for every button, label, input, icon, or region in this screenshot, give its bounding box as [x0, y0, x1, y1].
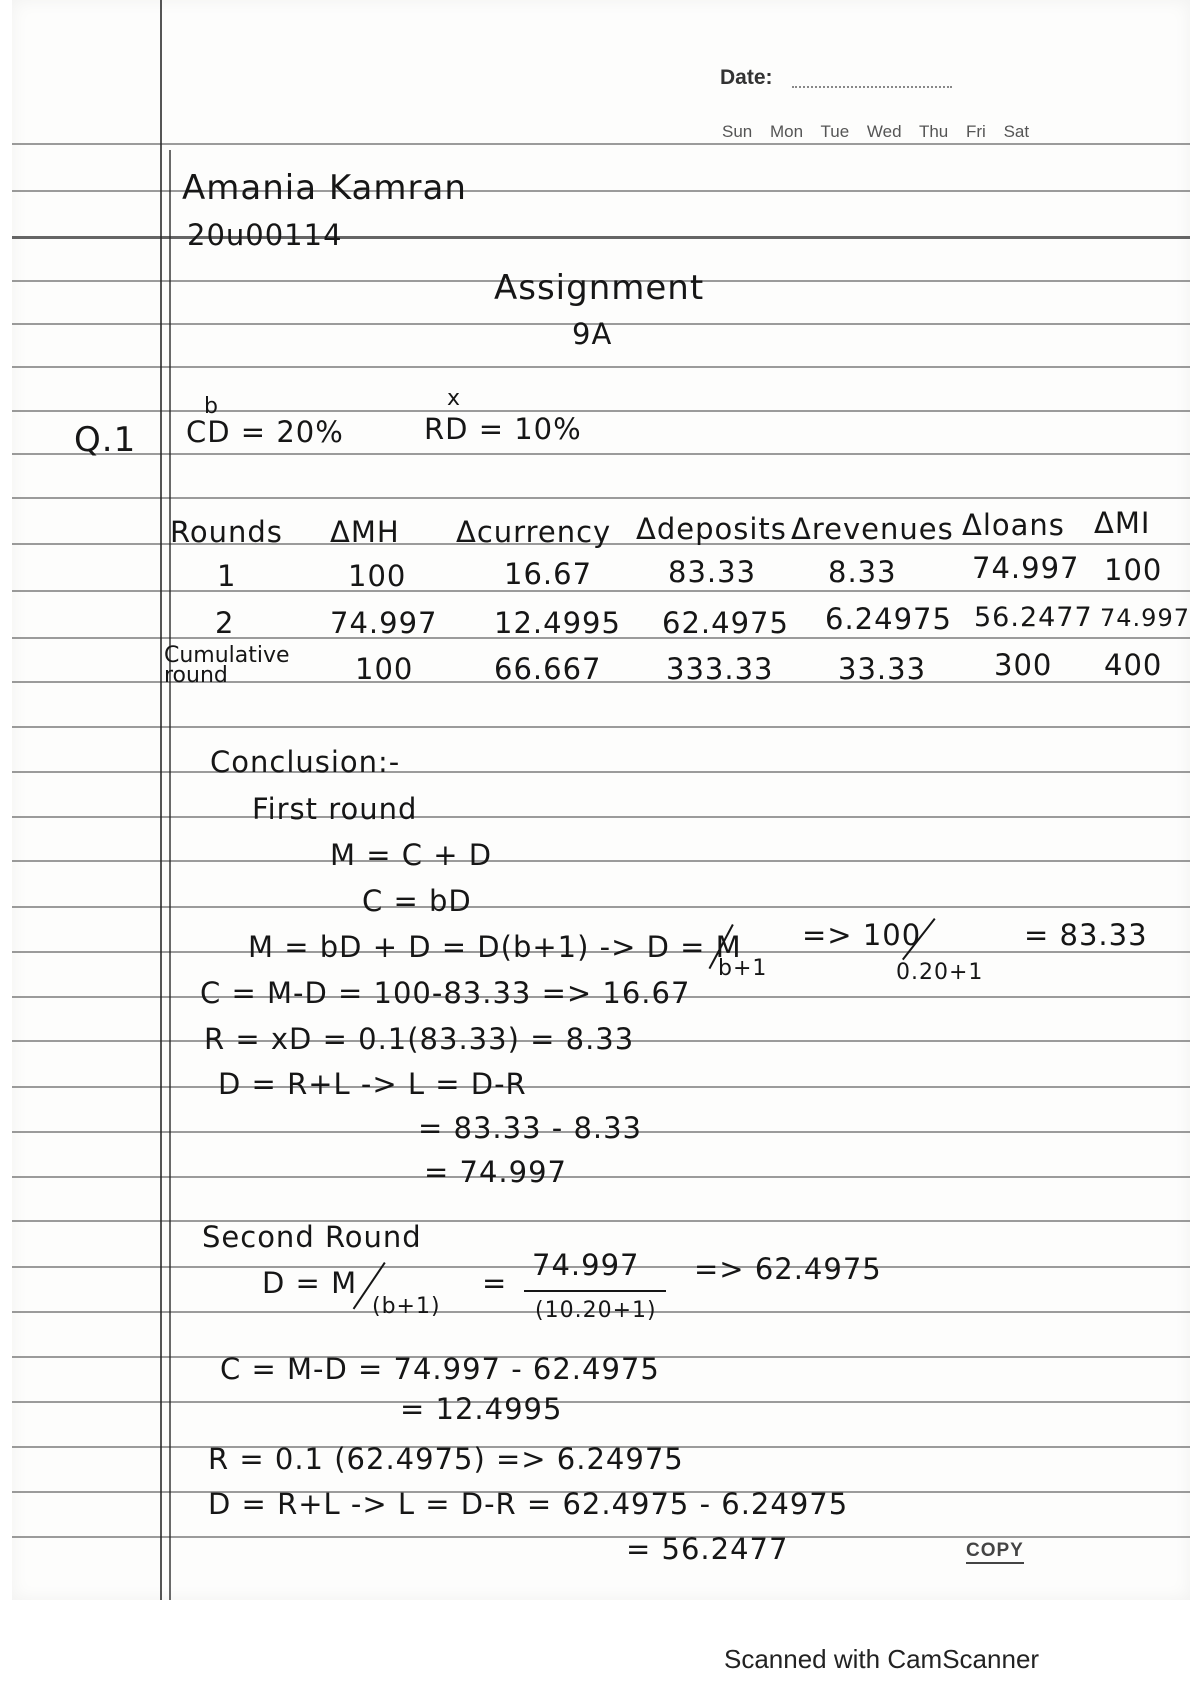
equation: R = 0.1 (62.4975) => 6.24975	[208, 1442, 684, 1476]
weekday: Sat	[1003, 122, 1030, 141]
x-superscript: x	[447, 386, 462, 411]
weekday: Tue	[820, 122, 850, 141]
margin-line	[160, 0, 162, 1600]
equation: D = R+L -> L = D-R	[218, 1067, 527, 1101]
fraction-bar	[524, 1290, 666, 1292]
fraction-numerator: 74.997	[532, 1248, 640, 1282]
weekday-row	[722, 122, 1042, 142]
fraction-denominator: b+1	[718, 956, 768, 981]
rule-line	[12, 816, 1190, 818]
table-cell: 100	[348, 559, 407, 593]
margin-line-inner	[169, 150, 171, 1600]
equation: M = C + D	[330, 838, 493, 872]
rule-line	[12, 366, 1190, 368]
rule-line	[12, 906, 1190, 908]
rule-line	[12, 771, 1190, 773]
fraction-numerator: => 100	[802, 918, 922, 952]
table-header: Rounds	[170, 515, 283, 549]
table-cell: 300	[994, 648, 1053, 682]
weekday: Wed	[866, 122, 902, 141]
notebook-page	[12, 0, 1190, 1600]
table-cell: 74.997	[330, 606, 438, 640]
fraction-denominator: (b+1)	[372, 1294, 441, 1319]
fraction-denominator: 0.20+1	[896, 960, 984, 985]
rd-value: RD = 10%	[424, 412, 582, 446]
table-cell: 333.33	[666, 652, 774, 686]
table-cell: 56.2477	[974, 602, 1093, 633]
table-cell: 74.997	[972, 551, 1080, 585]
equation: C = bD	[362, 884, 472, 918]
table-cell: 66.667	[494, 652, 602, 686]
table-cell: 16.67	[504, 557, 593, 591]
b-superscript: b	[204, 394, 219, 419]
rule-line	[12, 1401, 1190, 1403]
equation: = 74.997	[424, 1155, 567, 1189]
cd-value: CD = 20%	[186, 415, 344, 449]
table-cell: 1	[217, 559, 237, 593]
equation: = 56.2477	[626, 1532, 789, 1566]
assignment-number: 9A	[572, 317, 613, 351]
table-cell: 6.24975	[825, 602, 952, 636]
equation: M = bD + D = D(b+1) -> D = M	[248, 930, 742, 964]
equation: = 83.33 - 8.33	[418, 1111, 643, 1145]
table-header: Δrevenues	[791, 512, 954, 546]
rule-line	[12, 497, 1190, 499]
rule-line	[12, 1086, 1190, 1088]
rule-line	[12, 453, 1190, 455]
table-cell: 62.4975	[662, 606, 789, 640]
table-header: ΔMH	[330, 515, 400, 549]
rule-line	[12, 590, 1190, 592]
question-label: Q.1	[74, 420, 137, 460]
student-name: Amania Kamran	[182, 168, 467, 208]
table-header: ΔMI	[1094, 506, 1151, 540]
assignment-title: Assignment	[494, 268, 705, 308]
table-header: Δdeposits	[636, 512, 787, 546]
table-cell: 400	[1104, 648, 1163, 682]
table-cell: 2	[215, 606, 235, 640]
equation: C = M-D = 74.997 - 62.4975	[220, 1352, 660, 1386]
rule-line	[12, 1176, 1190, 1178]
student-id: 20u00114	[187, 218, 343, 252]
date-label: Date:	[720, 66, 773, 89]
equation: R = xD = 0.1(83.33) = 8.33	[204, 1022, 635, 1056]
second-round-heading: Second Round	[202, 1220, 422, 1254]
rule-line	[12, 143, 1190, 145]
conclusion-heading: Conclusion:-	[210, 745, 401, 779]
weekday: Thu	[918, 122, 949, 141]
table-cell: 74.997	[1100, 604, 1190, 632]
table-header: Δcurrency	[456, 515, 612, 549]
copy-logo: COPY	[966, 1540, 1024, 1564]
table-cell: 33.33	[838, 652, 927, 686]
weekday: Fri	[966, 122, 986, 141]
equals-sign: =	[482, 1266, 508, 1300]
equation-result: = 83.33	[1024, 918, 1148, 952]
first-round-heading: First round	[252, 792, 418, 826]
rule-line	[12, 410, 1190, 412]
table-cell: 12.4995	[494, 606, 621, 640]
table-cell: 100	[355, 652, 414, 686]
table-cell: Cumulative round	[164, 643, 290, 688]
equation: = 12.4995	[400, 1392, 563, 1426]
rule-line	[12, 726, 1190, 728]
rule-line	[12, 1536, 1190, 1538]
table-cell: 100	[1104, 553, 1163, 587]
table-cell: 83.33	[668, 555, 757, 589]
equation: D = M	[262, 1266, 358, 1300]
weekday: Mon	[769, 122, 804, 141]
date-field	[792, 86, 952, 88]
equation: C = M-D = 100-83.33 => 16.67	[200, 976, 691, 1010]
table-cell: 8.33	[828, 555, 897, 589]
weekday: Sun	[722, 122, 753, 141]
fraction-denominator: (10.20+1)	[535, 1298, 657, 1323]
equation-result: => 62.4975	[694, 1252, 882, 1286]
table-header: Δloans	[962, 508, 1065, 542]
rule-line	[12, 860, 1190, 862]
rule-line	[12, 1220, 1190, 1222]
equation: D = R+L -> L = D-R = 62.4975 - 6.24975	[208, 1487, 849, 1521]
scanner-watermark: Scanned with CamScanner	[724, 1644, 1040, 1674]
